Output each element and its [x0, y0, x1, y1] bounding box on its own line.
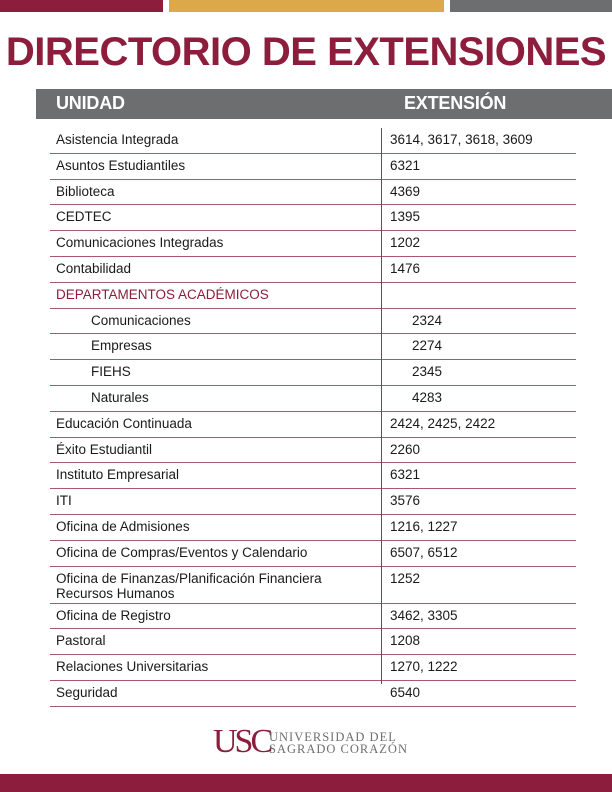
extension-number: 2424, 2425, 2422 [390, 415, 496, 431]
extension-number: 2260 [390, 441, 421, 457]
extension-number: 2274 [412, 338, 443, 354]
unit-name: Contabilidad [56, 260, 132, 276]
unit-name: Comunicaciones Integradas [56, 235, 224, 251]
extension-number: 6540 [390, 684, 421, 700]
header-extension: EXTENSIÓN [404, 93, 507, 113]
section-heading: DEPARTAMENTOS ACADÉMICOS [56, 286, 269, 302]
table-row [50, 541, 576, 567]
page-title: DIRECTORIO DE EXTENSIONES [5, 30, 607, 74]
top-band-gold [169, 0, 444, 12]
unit-name: Oficina de Registro [56, 607, 171, 623]
extension-number: 3576 [390, 493, 421, 509]
unit-name: Oficina de Finanzas/Planificación Financiera Recursos Humanos [56, 570, 322, 601]
table-row-sub [50, 360, 576, 386]
extension-number: 3462, 3305 [390, 607, 458, 623]
table-row [50, 231, 576, 257]
unit-name: Comunicaciones [91, 312, 191, 328]
unit-name: ITI [56, 493, 72, 509]
table-row [50, 604, 576, 630]
extension-number: 4369 [390, 183, 421, 199]
extensions-table [50, 128, 576, 707]
table-row [50, 412, 576, 438]
extension-number: 1202 [390, 235, 421, 251]
table-row [50, 438, 576, 464]
extension-number: 1476 [390, 260, 421, 276]
unit-name: Asistencia Integrada [56, 132, 179, 147]
unit-name: Instituto Empresarial [56, 467, 180, 483]
extension-number: 3614, 3617, 3618, 3609 [390, 132, 533, 147]
extension-number: 6507, 6512 [390, 544, 458, 560]
extension-number: 6321 [390, 467, 421, 483]
table-row [50, 655, 576, 681]
table-row [50, 629, 576, 655]
unit-name: Empresas [91, 338, 152, 354]
unit-name: Oficina de Admisiones [56, 518, 190, 534]
logo-mark: USC [213, 723, 271, 760]
unit-name: Relaciones Universitarias [56, 659, 209, 675]
table-row-sub [50, 386, 576, 412]
table-row [50, 257, 576, 283]
extension-number: 6321 [390, 157, 421, 173]
extension-number: 1208 [390, 633, 421, 649]
unit-name: Éxito Estudiantil [56, 441, 153, 457]
unit-name: Educación Continuada [56, 415, 192, 431]
extension-number: 1270, 1222 [390, 659, 458, 675]
unit-name: FIEHS [91, 364, 131, 380]
unit-name: Naturales [91, 389, 149, 405]
unit-name: Seguridad [56, 684, 118, 700]
extension-number: 1216, 1227 [390, 518, 458, 534]
table-row-sub [50, 334, 576, 360]
table-row [50, 681, 576, 707]
header-unit: UNIDAD [56, 93, 125, 113]
logo-line-1: UNIVERSIDAD DEL [269, 730, 397, 744]
extension-number: 4283 [412, 389, 443, 405]
table-row [50, 180, 576, 206]
logo-wordmark [269, 731, 408, 755]
table-row [50, 515, 576, 541]
unit-name: Asuntos Estudiantiles [56, 157, 186, 173]
table-row [50, 489, 576, 515]
table-row [50, 463, 576, 489]
table-row [50, 154, 576, 180]
extension-number: 2324 [412, 312, 443, 328]
extension-number: 1252 [390, 570, 421, 586]
unit-name: CEDTEC [56, 209, 112, 225]
table-row [50, 205, 576, 231]
unit-name: Biblioteca [56, 183, 115, 199]
unit-name: Oficina de Compras/Eventos y Calendario [56, 544, 308, 560]
table-row [50, 128, 576, 154]
top-band-gray [450, 0, 612, 12]
unit-name: Pastoral [56, 633, 106, 649]
column-divider [381, 128, 382, 684]
extension-number: 1395 [390, 209, 421, 225]
university-logo [213, 724, 413, 764]
bottom-band [0, 774, 612, 792]
table-row-sub [50, 309, 576, 335]
table-row [50, 567, 576, 604]
logo-line-2: SAGRADO CORAZÓN [269, 742, 408, 756]
table-header [36, 89, 612, 119]
section-heading-row [50, 283, 576, 309]
extension-number: 2345 [412, 364, 443, 380]
top-band-red [0, 0, 163, 12]
